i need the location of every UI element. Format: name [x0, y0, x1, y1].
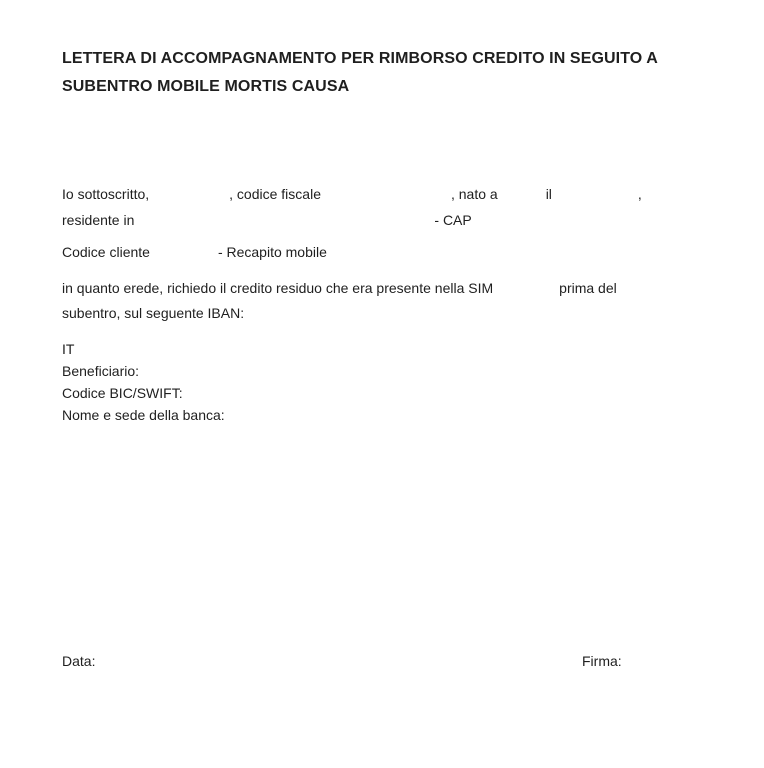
- residence-blank: [134, 223, 434, 225]
- bic-swift-label: Codice BIC/SWIFT:: [62, 385, 183, 401]
- intro-sottoscritto-label: Io sottoscritto,: [62, 186, 150, 202]
- intro-trailing-comma: ,: [637, 186, 642, 202]
- intro-codice-fiscale-label: , codice fiscale: [229, 186, 321, 202]
- intro-nato-a-label: , nato a: [450, 186, 498, 202]
- date-label: Data:: [62, 653, 96, 669]
- iban-prefix: IT: [62, 341, 75, 357]
- bank-name-label: Nome e sede della banca:: [62, 407, 225, 423]
- title-line-2: SUBENTRO MOBILE MORTIS CAUSA: [62, 78, 350, 95]
- request-line-1: [62, 276, 722, 301]
- cap-label: - CAP: [434, 212, 472, 228]
- birthplace-blank: [498, 197, 546, 199]
- intro-line-2: [62, 207, 722, 233]
- beneficiario-label: Beneficiario:: [62, 363, 140, 379]
- request-line-2: subentro, sul seguente IBAN:: [62, 305, 245, 321]
- intro-il-label: il: [545, 186, 552, 202]
- recapito-mobile-label: - Recapito mobile: [217, 244, 327, 260]
- document-title: [62, 45, 682, 101]
- request-text-after-blank: prima del: [559, 280, 617, 296]
- request-text-before-blank: in quanto erede, richiedo il credito residuo che era presente nella SIM: [62, 280, 494, 296]
- birthdate-blank: [552, 197, 638, 199]
- client-line: [62, 242, 722, 262]
- client-code-blank: [150, 255, 218, 257]
- title-line-1: LETTERA DI ACCOMPAGNAMENTO PER RIMBORSO CREDITO IN SEGUITO A: [62, 50, 658, 67]
- sim-number-blank: [493, 291, 559, 293]
- intro-line-1: [62, 181, 722, 207]
- residente-in-label: residente in: [62, 212, 135, 228]
- signature-label: Firma:: [582, 653, 622, 669]
- codice-fiscale-blank: [321, 197, 451, 199]
- bank-details-block: [62, 338, 722, 426]
- intro-paragraph: [62, 181, 722, 233]
- codice-cliente-label: Codice cliente: [62, 244, 150, 260]
- name-blank: [149, 197, 229, 199]
- request-paragraph: [62, 276, 722, 326]
